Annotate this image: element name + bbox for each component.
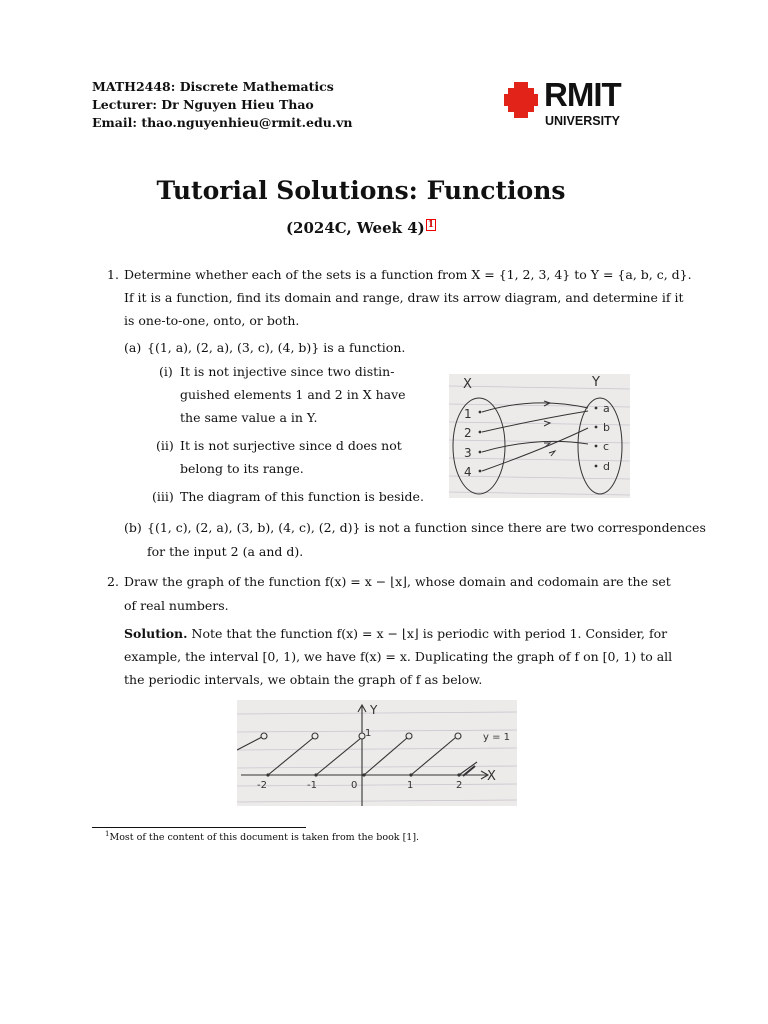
diagram-y-elem: d <box>603 460 610 473</box>
diagram-set-x: X <box>463 377 472 392</box>
q2-number: 2. <box>107 574 119 589</box>
lecturer-email: Email: thao.nguyenhieu@rmit.edu.vn <box>92 115 353 130</box>
diagram-x-elem: 4 <box>464 465 472 479</box>
rmit-pixel-mark-icon <box>504 82 540 118</box>
q1-text-line2: If it is a function, find its domain and range, draw its arrow diagram, and determine if it <box>124 290 684 305</box>
course-title: MATH2448: Discrete Mathematics <box>92 79 334 94</box>
q2-solution-line1 <box>124 622 667 645</box>
graph-tick-label: -2 <box>257 780 267 791</box>
footnote <box>105 830 419 843</box>
lecturer-name: Lecturer: Dr Nguyen Hieu Thao <box>92 97 314 112</box>
diagram-y-elem: c <box>603 440 610 453</box>
solution-label: Solution. <box>124 626 188 641</box>
q1a-i-line3: the same value a in Y. <box>180 410 318 425</box>
q1a-ii-label: (ii) <box>156 438 174 453</box>
graph-tick-label: 2 <box>456 780 463 791</box>
logo-sub-text: UNIVERSITY <box>545 114 621 128</box>
rmit-logo <box>504 76 644 132</box>
q1a-label: (a) <box>124 340 142 355</box>
q1a-i-line2: guished elements 1 and 2 in X have <box>180 387 406 402</box>
q1a-text: {(1, a), (2, a), (3, c), (4, b)} is a function. <box>147 340 406 355</box>
diagram-y-elem: a <box>603 402 610 415</box>
diagram-x-elem: 3 <box>464 446 472 460</box>
graph-tick-label: -1 <box>307 780 317 791</box>
diagram-x-elem: 1 <box>464 407 472 421</box>
diagram-x-elem: 2 <box>464 426 472 440</box>
q1b-line2: for the input 2 (a and d). <box>147 544 304 559</box>
q1b-label: (b) <box>124 520 142 535</box>
q2-line1: Draw the graph of the function f(x) = x − ⌊x⌋, whose domain and codomain are the set <box>124 574 671 589</box>
solution-text-1: Note that the function f(x) = x − ⌊x⌋ is periodic with period 1. Consider, for <box>191 626 668 641</box>
diagram-set-y: Y <box>592 375 600 390</box>
q1b-line1: {(1, c), (2, a), (3, b), (4, c), (2, d)} is not a function since there are two correspondences <box>147 520 706 535</box>
footnote-text: Most of the content of this document is taken from the book [1]. <box>109 832 420 844</box>
diagram-y-elem: b <box>603 421 610 434</box>
logo-main-text: RMIT <box>544 76 621 113</box>
q1-number: 1. <box>107 267 119 282</box>
graph-y-axis-label: Y <box>370 703 378 717</box>
q1a-ii-line1: It is not surjective since d does not <box>180 438 402 453</box>
q1a-ii-line2: belong to its range. <box>180 461 304 476</box>
graph-y-eq-label: y = 1 <box>483 732 511 743</box>
q2-line2: of real numbers. <box>124 598 229 613</box>
graph-tick-label: 1 <box>407 780 414 791</box>
graph-x-axis-label: X <box>487 769 496 784</box>
page-subtitle <box>0 219 722 237</box>
subtitle-text: (2024C, Week 4) <box>285 219 425 237</box>
footnote-mark: 1 <box>105 830 110 838</box>
q1-text-line1: Determine whether each of the sets is a function from X = {1, 2, 3, 4} to Y = {a, b, c, d}. <box>124 267 692 282</box>
q1a-i-label: (i) <box>159 364 173 379</box>
footnote-marker[interactable]: 1 <box>427 220 435 230</box>
graph-y-one-label: 1 <box>365 728 372 739</box>
arrow-diagram-photo <box>449 374 630 498</box>
footnote-rule <box>92 827 306 828</box>
q1-text-line3: is one-to-one, onto, or both. <box>124 313 300 328</box>
q2-solution-line3: the periodic intervals, we obtain the graph of f as below. <box>124 672 483 687</box>
q1a-iii-label: (iii) <box>152 489 174 504</box>
page-title: Tutorial Solutions: Functions <box>156 176 566 205</box>
q1a-i-line1: It is not injective since two distin- <box>180 364 395 379</box>
q1a-iii-line1: The diagram of this function is beside. <box>180 489 424 504</box>
sawtooth-graph-photo <box>237 700 517 806</box>
q2-solution-line2: example, the interval [0, 1), we have f(x) = x. Duplicating the graph of f on [0, 1) to all <box>124 649 673 664</box>
graph-tick-label: 0 <box>351 780 358 791</box>
